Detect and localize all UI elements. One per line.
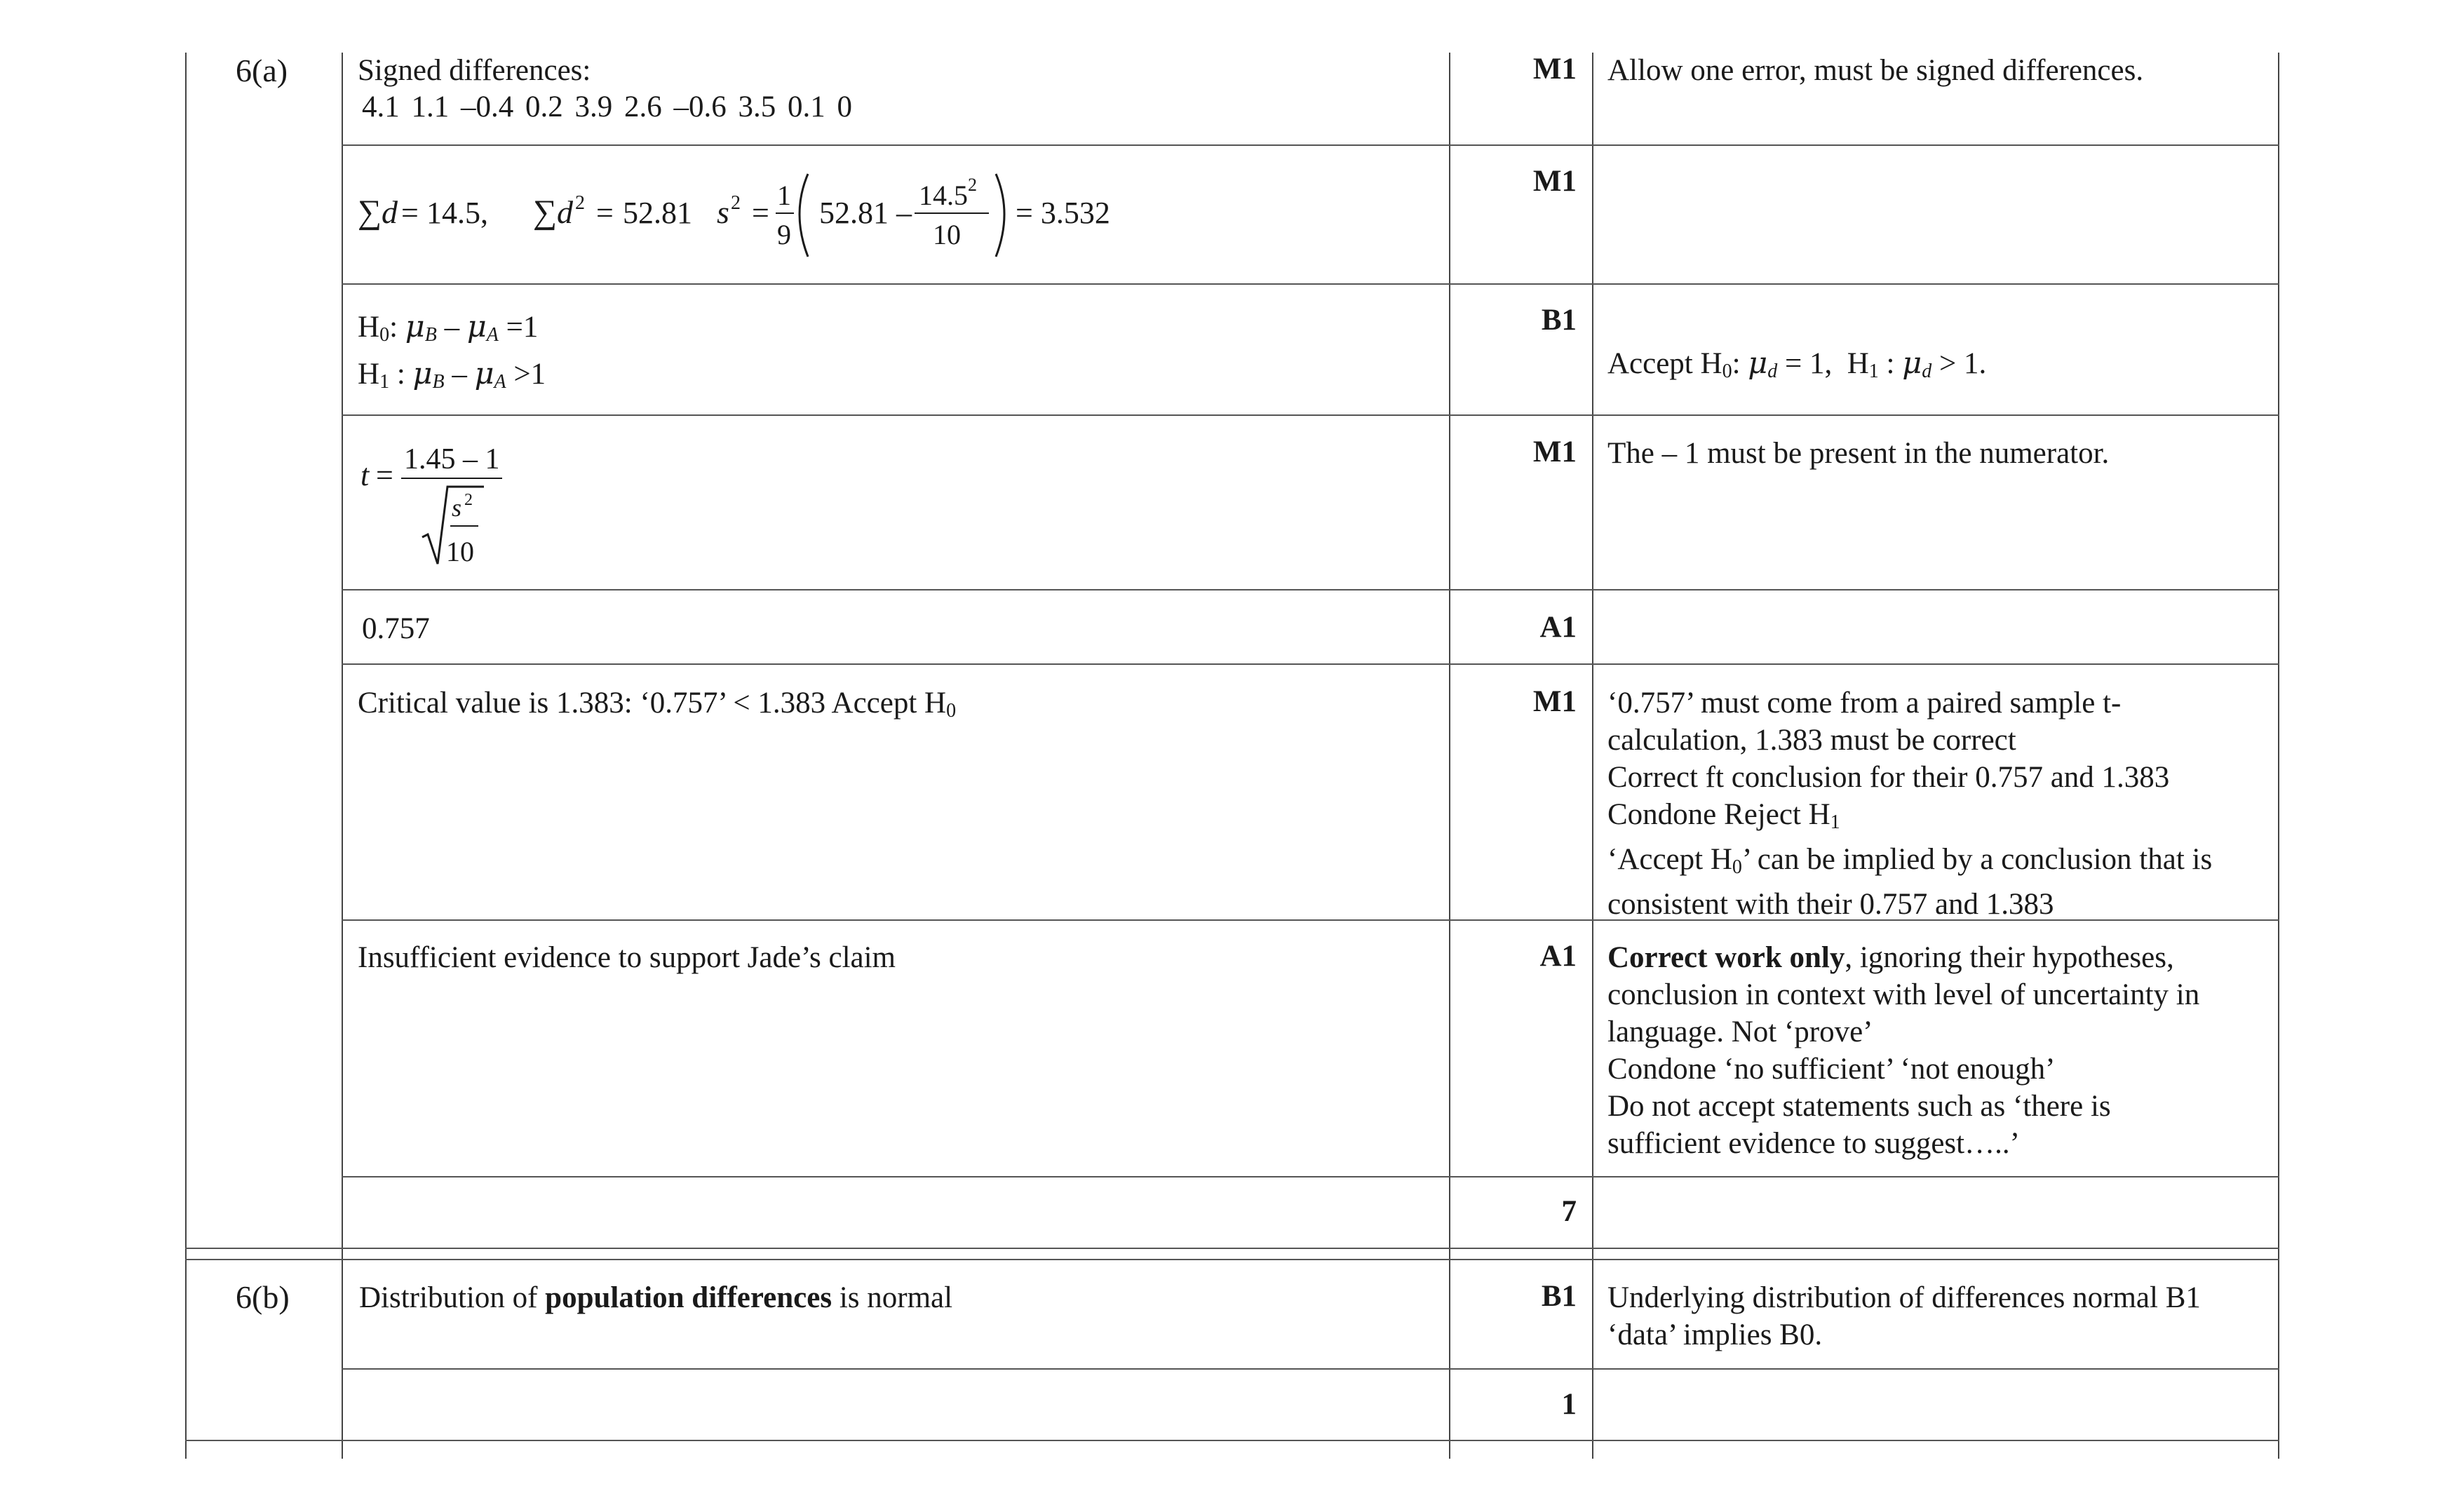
note-row1: Allow one error, must be signed differences.: [1607, 54, 2144, 87]
note-h1-label: H: [1847, 347, 1869, 380]
svg-text:t: t: [360, 458, 370, 492]
row-divider: [342, 1176, 2279, 1177]
svg-text:=: =: [376, 458, 393, 492]
note-h1-sub: 1: [1868, 360, 1879, 382]
h1-label: H: [358, 358, 380, 391]
t-statistic-equation: [358, 432, 568, 579]
critical-value-statement: [358, 684, 956, 729]
mark-a1: A1: [1539, 940, 1577, 973]
frac1-num: 1: [777, 180, 791, 211]
note-h0-rhs: = 1,: [1784, 347, 1833, 380]
t-inner-sup: 2: [464, 491, 473, 509]
mark-m1: M1: [1532, 436, 1577, 468]
note-line: Underlying distribution of differences normal B1: [1607, 1281, 2201, 1314]
inner-value: 52.81 –: [819, 196, 912, 230]
question-number-6a: 6(a): [236, 53, 288, 88]
hypothesis-h1: $H_1$ : $\mu_B - \mu_A >1$: [358, 356, 546, 393]
svg-text:∑: ∑: [358, 194, 382, 231]
frac1-den: 9: [777, 219, 791, 250]
note-row7: [1607, 939, 2267, 1162]
note-line: consistent with their 0.757 and 1.383: [1607, 888, 2054, 921]
mark-m1: M1: [1532, 685, 1577, 718]
svg-text:d: d: [382, 194, 398, 230]
sum-d-value: 14.5,: [426, 196, 488, 230]
note-line: [1607, 939, 2267, 976]
row-divider: [342, 144, 2279, 146]
frac2-num: 14.5: [919, 180, 968, 211]
note-line: Do not accept statements such as ‘there is: [1607, 1090, 2111, 1123]
h1-sub: 1: [379, 371, 390, 393]
note-line-text: ’ can be implied by a conclusion that is: [1741, 843, 2213, 876]
row-divider: [342, 663, 2279, 665]
svg-text:2: 2: [731, 192, 741, 214]
note-line: calculation, 1.383 must be correct: [1607, 724, 2016, 757]
assumption-post: is normal: [832, 1281, 953, 1314]
total-marks-6a: 7: [1561, 1195, 1577, 1228]
question-divider-bottom: [185, 1259, 2279, 1260]
note-line: conclusion in context with level of uncertainty in: [1607, 978, 2200, 1011]
note-bold: Correct work only: [1607, 941, 1845, 974]
note-line: Correct ft conclusion for their 0.757 and 1.383: [1607, 761, 2170, 794]
frac2-den: 10: [933, 219, 961, 250]
signed-differences-label: Signed differences:: [358, 54, 591, 87]
note-h1-rhs: > 1.: [1939, 347, 1987, 380]
accept-label: Accept H: [1607, 347, 1722, 380]
question-number-6b: 6(b): [236, 1279, 290, 1315]
frac2-sup: 2: [968, 175, 977, 195]
hypothesis-h0: $H_0$: $\mu_B - \mu_A =1$: [358, 309, 539, 346]
svg-text:2: 2: [575, 192, 585, 214]
row-divider: [342, 283, 2279, 285]
mark-b1: B1: [1541, 304, 1577, 337]
mark-m1: M1: [1532, 53, 1577, 86]
note-row3: Accept $H_0$: $\mu_d = 1$, $H_1$ : $\mu_d > 1$.: [1607, 346, 1987, 382]
note-line: Condone ‘no sufficient’ ‘not enough’: [1607, 1053, 2056, 1086]
critical-value-sub: 0: [946, 700, 957, 722]
note-line-text: Condone Reject H: [1607, 798, 1830, 831]
conclusion-statement: Insufficient evidence to support Jade’s claim: [358, 941, 896, 974]
note-sub: 1: [1830, 811, 1840, 833]
h0-label: H: [358, 311, 380, 344]
t-inner-num: s: [452, 494, 462, 522]
question-divider-top: [185, 1248, 2279, 1249]
note-line: ‘0.757’ must come from a paired sample t-: [1607, 687, 2122, 720]
note-line: [1607, 796, 2267, 841]
note-line: ‘data’ implies B0.: [1607, 1318, 1823, 1351]
variance-result: = 3.532: [1016, 196, 1110, 230]
note-sub: 0: [1732, 856, 1742, 878]
row-divider: [342, 1368, 2279, 1370]
note-line-text: ‘Accept H: [1607, 843, 1732, 876]
svg-text:=: =: [596, 196, 614, 230]
note-line-text: , ignoring their hypotheses,: [1845, 941, 2174, 974]
signed-differences-values: 4.1 1.1 –0.4 0.2 3.9 2.6 –0.6 3.5 0.1 0: [362, 90, 852, 123]
h1-rhs: >1: [513, 358, 546, 391]
total-marks-6b: 1: [1561, 1388, 1577, 1421]
note-h0-sub: 0: [1722, 360, 1732, 382]
variance-equation: [358, 166, 1199, 264]
svg-text:∑: ∑: [533, 194, 558, 231]
row-divider: [342, 589, 2279, 590]
note-row4: The – 1 must be present in the numerator.: [1607, 437, 2110, 470]
h0-rhs: =1: [506, 311, 539, 344]
t-inner-den: 10: [446, 536, 474, 567]
table-bottom: [185, 1440, 2279, 1441]
h0-sub: 0: [379, 324, 390, 346]
note-line: sufficient evidence to suggest…..’: [1607, 1127, 2020, 1160]
svg-text:=: =: [401, 196, 419, 230]
t-numerator: 1.45 – 1: [404, 443, 500, 475]
row-divider: [342, 414, 2279, 416]
svg-text:=: =: [752, 196, 769, 230]
mark-b1: B1: [1541, 1280, 1577, 1313]
note-line: language. Not ‘prove’: [1607, 1015, 1873, 1048]
svg-text:s: s: [717, 194, 729, 230]
svg-text:d: d: [557, 194, 573, 230]
normality-assumption: [359, 1279, 952, 1316]
note-6b: [1607, 1279, 2267, 1354]
note-line: [1607, 841, 2267, 886]
note-row6: [1607, 684, 2267, 923]
critical-value-text: Critical value is 1.383: ‘0.757’ < 1.383 Accept H: [358, 687, 947, 720]
mark-m1: M1: [1532, 165, 1577, 198]
t-value: 0.757: [362, 612, 430, 645]
mark-a1: A1: [1539, 611, 1577, 644]
sum-d2-value: 52.81: [623, 196, 692, 230]
assumption-bold: population differences: [545, 1281, 832, 1314]
assumption-pre: Distribution of: [359, 1281, 546, 1314]
